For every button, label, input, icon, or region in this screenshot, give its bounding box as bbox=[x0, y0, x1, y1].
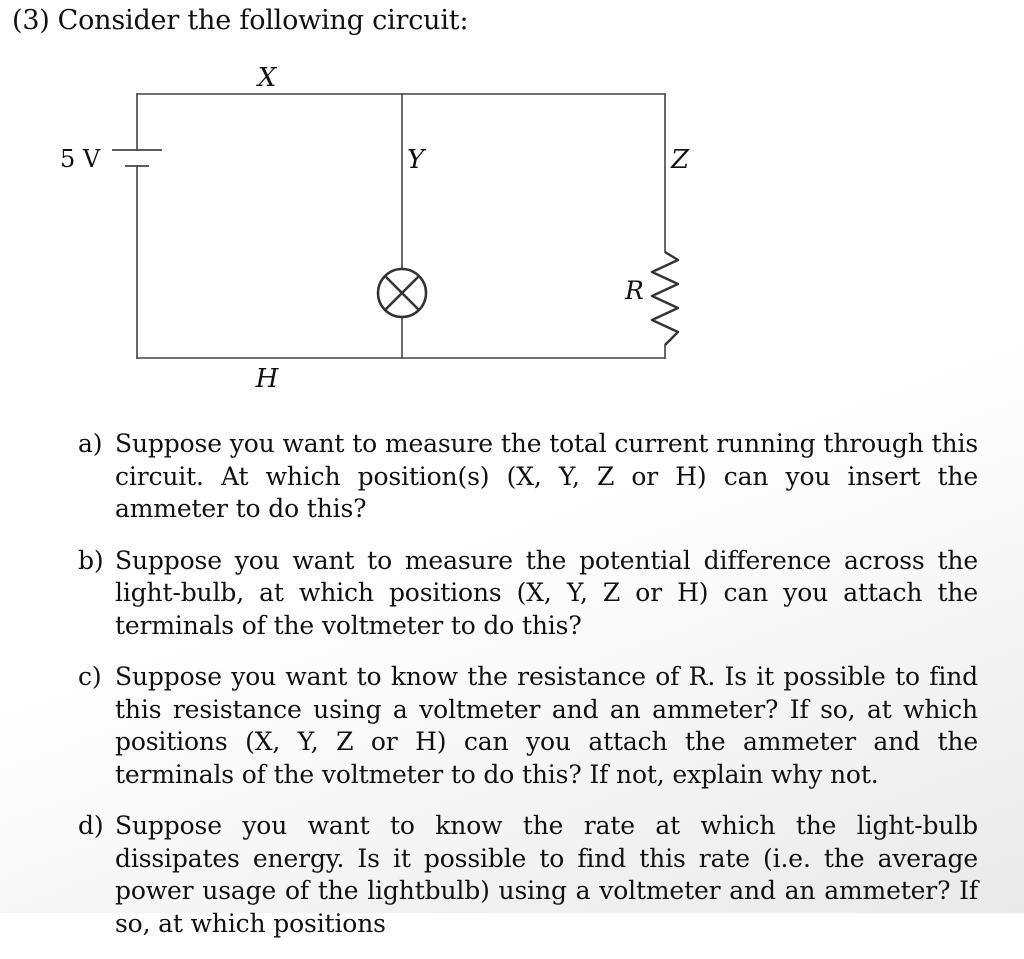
light-bulb-icon bbox=[378, 269, 426, 317]
question-c-text: Suppose you want to know the resistance of R. Is it possible to find this resistance using a voltmeter and an ammeter? If so, at which positions (X, Y, Z or H) can you attach the ammeter and the terminals of the voltmeter to do this? If not, explain why not. bbox=[115, 662, 978, 789]
resistor-icon bbox=[652, 252, 678, 345]
problem-number: (3) bbox=[12, 5, 50, 36]
question-list bbox=[78, 428, 978, 959]
question-a-text: Suppose you want to measure the total current running through this circuit. At which position(s) (X, Y, Z or H) can you insert the ammeter to do this? bbox=[115, 429, 978, 523]
battery-icon bbox=[112, 150, 162, 166]
question-d-text: Suppose you want to know the rate at which the light-bulb dissipates energy. Is it possible to find this rate (i.e. the average power usage of the lightbulb) using a voltmeter and an ammeter? If so, at which positions bbox=[115, 811, 978, 938]
question-b-text: Suppose you want to measure the potential difference across the light-bulb, at which positions (X, Y, Z or H) can you attach the terminals of the voltmeter to do this? bbox=[115, 545, 978, 640]
problem-intro: Consider the following circuit: bbox=[57, 5, 469, 36]
question-a bbox=[78, 428, 978, 526]
label-x: X bbox=[257, 63, 277, 93]
circuit-diagram bbox=[0, 0, 1024, 410]
label-z: Z bbox=[671, 145, 690, 175]
question-c bbox=[78, 661, 978, 791]
question-a-marker: a) bbox=[78, 429, 103, 458]
question-c-marker: c) bbox=[78, 662, 102, 691]
label-y: Y bbox=[407, 145, 425, 175]
label-h: H bbox=[255, 364, 279, 394]
question-d bbox=[78, 810, 978, 940]
question-b-marker: b) bbox=[78, 545, 104, 575]
label-r: R bbox=[625, 276, 644, 305]
label-voltage: 5 V bbox=[60, 145, 101, 173]
question-d-marker: d) bbox=[78, 811, 104, 840]
question-b bbox=[78, 545, 978, 643]
